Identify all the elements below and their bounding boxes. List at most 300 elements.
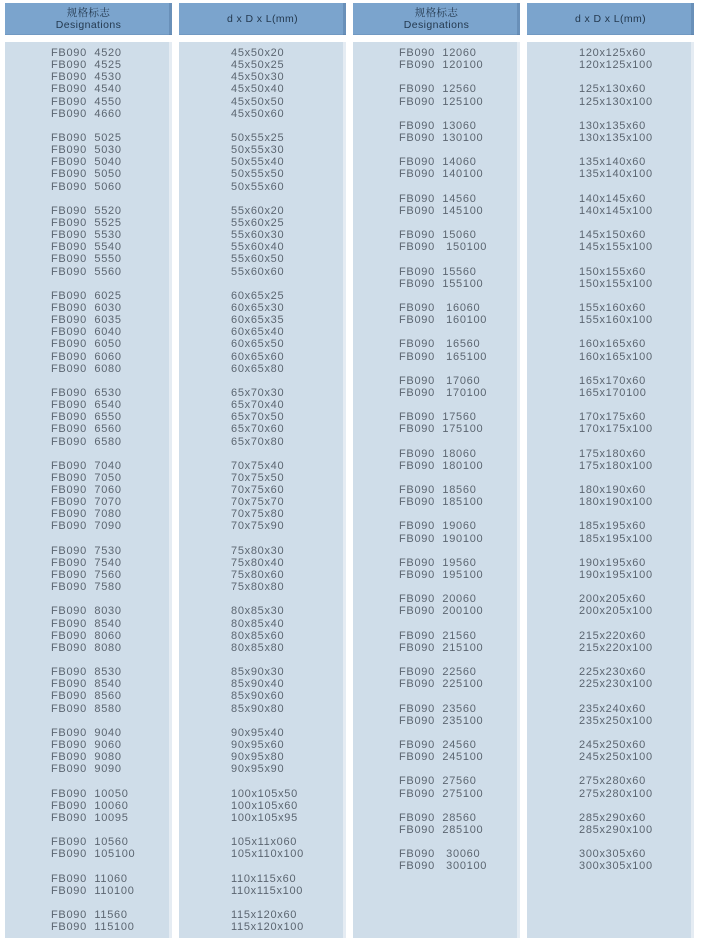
size-cell: 145x150x60 <box>579 229 646 242</box>
size-cell: 65x70x80 <box>231 435 285 448</box>
designations-body-left <box>5 42 172 938</box>
size-cell: 65x70x60 <box>231 423 285 436</box>
designation-cell: FB090 20060 <box>399 593 477 606</box>
designation-cell: FB090 14060 <box>399 156 477 169</box>
designation-cell: FB090 10060 <box>51 799 129 812</box>
designation-cell: FB090 8580 <box>51 702 122 715</box>
size-group <box>527 630 694 654</box>
designation-cell: FB090 9040 <box>51 726 122 739</box>
designation-cell: FB090 110100 <box>51 884 135 897</box>
size-cell: 190x195x100 <box>579 569 653 582</box>
designation-cell: FB090 6030 <box>51 301 122 314</box>
size-cell: 125x130x60 <box>579 83 646 96</box>
size-cell: 70x75x80 <box>231 508 285 521</box>
size-group <box>179 545 346 594</box>
size-cell: 55x60x60 <box>231 265 285 278</box>
designation-cell: FB090 8080 <box>51 641 122 654</box>
designation-cell: FB090 12060 <box>399 47 477 59</box>
size-group <box>527 739 694 763</box>
designations-header-zh: 规格标志 <box>66 7 111 19</box>
designation-cell: FB090 12560 <box>399 83 477 96</box>
size-cell: 140x145x60 <box>579 192 646 205</box>
designation-group <box>353 375 520 399</box>
sizes-column-right <box>527 3 694 938</box>
designation-cell: FB090 155100 <box>399 277 484 290</box>
size-cell: 200x205x60 <box>579 593 646 606</box>
designations-column-right <box>353 3 520 938</box>
size-cell: 80x85x80 <box>231 641 285 654</box>
size-group <box>179 909 346 933</box>
size-cell: 65x70x30 <box>231 386 285 399</box>
size-cell: 120x125x100 <box>579 59 653 72</box>
designation-cell: FB090 5025 <box>51 131 122 144</box>
designation-cell: FB090 5560 <box>51 265 122 278</box>
designation-cell: FB090 6050 <box>51 338 122 351</box>
designation-cell: FB090 15560 <box>399 265 477 278</box>
designation-cell: FB090 7080 <box>51 508 122 521</box>
designations-header-zh: 规格标志 <box>414 7 459 19</box>
size-cell: 45x50x30 <box>231 71 285 84</box>
designation-cell: FB090 7060 <box>51 484 122 497</box>
designation-group <box>353 593 520 617</box>
size-cell: 180x190x100 <box>579 496 653 509</box>
size-cell: 185x195x60 <box>579 520 646 533</box>
designation-group <box>5 387 172 448</box>
size-cell: 80x85x40 <box>231 617 285 630</box>
designation-cell: FB090 11560 <box>51 908 128 921</box>
size-cell: 80x85x30 <box>231 605 285 618</box>
designation-cell: FB090 200100 <box>399 605 484 618</box>
designation-cell: FB090 8560 <box>51 690 122 703</box>
size-cell: 85x90x30 <box>231 666 285 679</box>
size-cell: 85x90x80 <box>231 702 285 715</box>
designation-group <box>353 266 520 290</box>
designation-cell: FB090 175100 <box>399 423 484 436</box>
size-cell: 75x80x30 <box>231 544 285 557</box>
designation-cell: FB090 16560 <box>399 338 481 351</box>
size-cell: 60x65x35 <box>231 314 285 327</box>
size-cell: 150x155x100 <box>579 277 653 290</box>
size-cell: 45x50x40 <box>231 83 285 96</box>
sizes-header-right <box>527 3 694 35</box>
size-cell: 165x170100 <box>579 386 647 399</box>
size-cell: 225x230x60 <box>579 666 646 679</box>
size-group <box>179 605 346 654</box>
designation-cell: FB090 8540 <box>51 678 122 691</box>
designation-cell: FB090 4550 <box>51 95 122 108</box>
size-group <box>179 727 346 776</box>
designation-cell: FB090 5060 <box>51 180 122 193</box>
designation-cell: FB090 150100 <box>399 241 488 254</box>
designation-cell: FB090 4540 <box>51 83 122 96</box>
designation-cell: FB090 18560 <box>399 484 477 497</box>
size-cell: 170x175x100 <box>579 423 653 436</box>
size-cell: 300x305x60 <box>579 848 646 861</box>
size-cell: 65x70x50 <box>231 411 285 424</box>
size-cell: 100x105x60 <box>231 799 298 812</box>
sizes-header-left <box>179 3 346 35</box>
size-cell: 45x50x60 <box>231 107 285 120</box>
size-group <box>179 460 346 533</box>
designation-cell: FB090 9080 <box>51 751 122 764</box>
size-cell: 50x55x25 <box>231 131 285 144</box>
designations-header-right <box>353 3 520 35</box>
designation-cell: FB090 4660 <box>51 107 122 120</box>
size-cell: 160x165x100 <box>579 350 653 363</box>
designation-cell: FB090 15060 <box>399 229 477 242</box>
size-cell: 70x75x90 <box>231 520 285 533</box>
designation-cell: FB090 6580 <box>51 435 122 448</box>
size-cell: 80x85x60 <box>231 629 285 642</box>
size-cell: 155x160x60 <box>579 301 646 314</box>
designation-cell: FB090 19060 <box>399 520 477 533</box>
size-cell: 135x140x60 <box>579 156 646 169</box>
size-cell: 60x65x30 <box>231 301 285 314</box>
size-group <box>527 338 694 362</box>
designation-cell: FB090 6540 <box>51 399 122 412</box>
designation-cell: FB090 11060 <box>51 872 128 885</box>
designation-cell: FB090 7040 <box>51 459 122 472</box>
size-cell: 55x60x50 <box>231 253 285 266</box>
designation-group <box>5 132 172 193</box>
designation-cell: FB090 105100 <box>51 848 136 861</box>
size-cell: 50x55x60 <box>231 180 285 193</box>
designation-cell: FB090 7530 <box>51 544 122 557</box>
size-group <box>527 448 694 472</box>
designation-cell: FB090 24560 <box>399 739 477 752</box>
size-cell: 245x250x100 <box>579 751 653 764</box>
designation-group <box>353 83 520 107</box>
size-cell: 145x155x100 <box>579 241 653 254</box>
size-cell: 60x65x25 <box>231 289 285 302</box>
size-cell: 90x95x40 <box>231 726 285 739</box>
designation-cell: FB090 160100 <box>399 314 488 327</box>
designation-group <box>5 47 172 120</box>
size-cell: 45x50x50 <box>231 95 285 108</box>
designation-group <box>353 775 520 799</box>
designation-cell: FB090 17060 <box>399 374 481 387</box>
designation-cell: FB090 13060 <box>399 119 477 132</box>
designation-group <box>353 47 520 71</box>
size-cell: 185x195x100 <box>579 532 653 545</box>
size-cell: 60x65x80 <box>231 362 285 375</box>
size-group <box>179 205 346 278</box>
designation-cell: FB090 9090 <box>51 763 122 776</box>
size-group <box>527 593 694 617</box>
size-cell: 75x80x80 <box>231 581 285 594</box>
size-cell: 130x135x60 <box>579 119 646 132</box>
size-cell: 70x75x70 <box>231 496 285 509</box>
size-cell: 160x165x60 <box>579 338 646 351</box>
designation-cell: FB090 10560 <box>51 836 129 849</box>
size-cell: 235x240x60 <box>579 702 646 715</box>
designation-group <box>5 605 172 654</box>
size-group <box>527 229 694 253</box>
size-cell: 45x50x20 <box>231 47 285 59</box>
size-cell: 300x305x100 <box>579 860 653 873</box>
designation-cell: FB090 14560 <box>399 192 477 205</box>
size-cell: 155x160x100 <box>579 314 653 327</box>
designation-cell: FB090 195100 <box>399 569 484 582</box>
size-cell: 90x95x60 <box>231 739 285 752</box>
designation-cell: FB090 190100 <box>399 532 484 545</box>
sizes-body-left <box>179 42 346 938</box>
designation-cell: FB090 235100 <box>399 714 484 727</box>
designation-cell: FB090 115100 <box>51 921 135 934</box>
designation-cell: FB090 4530 <box>51 71 122 84</box>
size-cell: 120x125x60 <box>579 47 646 59</box>
designation-cell: FB090 17560 <box>399 411 477 424</box>
size-group <box>527 193 694 217</box>
designation-group <box>353 520 520 544</box>
designation-cell: FB090 30060 <box>399 848 481 861</box>
designation-cell: FB090 7050 <box>51 471 122 484</box>
size-cell: 90x95x80 <box>231 751 285 764</box>
size-group <box>527 666 694 690</box>
size-cell: 215x220x60 <box>579 629 646 642</box>
designation-cell: FB090 4520 <box>51 47 122 59</box>
size-group <box>179 873 346 897</box>
size-cell: 175x180x100 <box>579 459 653 472</box>
designation-group <box>353 338 520 362</box>
size-cell: 75x80x60 <box>231 569 285 582</box>
designation-cell: FB090 300100 <box>399 860 488 873</box>
designation-cell: FB090 245100 <box>399 751 484 764</box>
designation-cell: FB090 5540 <box>51 241 122 254</box>
size-group <box>527 411 694 435</box>
designation-cell: FB090 8540 <box>51 617 122 630</box>
designation-cell: FB090 10050 <box>51 787 129 800</box>
size-cell: 125x130x100 <box>579 95 653 108</box>
designation-cell: FB090 125100 <box>399 95 484 108</box>
size-group <box>527 156 694 180</box>
size-cell: 70x75x40 <box>231 459 285 472</box>
designation-cell: FB090 215100 <box>399 641 484 654</box>
designation-cell: FB090 21560 <box>399 629 477 642</box>
size-cell: 105x110x100 <box>231 848 304 861</box>
size-cell: 75x80x40 <box>231 556 285 569</box>
designation-cell: FB090 6550 <box>51 411 122 424</box>
size-cell: 50x55x40 <box>231 156 285 169</box>
designation-cell: FB090 165100 <box>399 350 488 363</box>
designation-cell: FB090 5040 <box>51 156 122 169</box>
size-cell: 140x145x100 <box>579 204 653 217</box>
size-cell: 55x60x30 <box>231 229 285 242</box>
designations-header-left <box>5 3 172 35</box>
designation-cell: FB090 7560 <box>51 569 122 582</box>
designation-cell: FB090 6080 <box>51 362 122 375</box>
designation-cell: FB090 4525 <box>51 59 122 72</box>
designation-group <box>353 703 520 727</box>
designation-group <box>5 460 172 533</box>
designation-cell: FB090 275100 <box>399 787 484 800</box>
size-cell: 90x95x90 <box>231 763 285 776</box>
size-cell: 170x175x60 <box>579 411 646 424</box>
size-cell: 180x190x60 <box>579 484 646 497</box>
designation-group <box>353 848 520 872</box>
size-cell: 100x105x50 <box>231 787 298 800</box>
size-cell: 285x290x100 <box>579 824 653 836</box>
designation-cell: FB090 7070 <box>51 496 122 509</box>
designation-cell: FB090 6530 <box>51 386 122 399</box>
size-cell: 110x115x60 <box>231 872 297 885</box>
designation-group <box>5 205 172 278</box>
size-group <box>527 812 694 836</box>
size-group <box>527 703 694 727</box>
size-cell: 245x250x60 <box>579 739 646 752</box>
size-cell: 60x65x50 <box>231 338 285 351</box>
size-group <box>179 666 346 715</box>
size-cell: 275x280x100 <box>579 787 653 800</box>
sizes-header-label: d x D x L(mm) <box>574 13 647 25</box>
designation-cell: FB090 18060 <box>399 447 477 460</box>
size-group <box>179 387 346 448</box>
size-cell: 60x65x40 <box>231 326 285 339</box>
size-cell: 200x205x100 <box>579 605 653 618</box>
designation-cell: FB090 285100 <box>399 824 484 836</box>
size-group <box>179 290 346 375</box>
designation-group <box>5 727 172 776</box>
size-cell: 190x195x60 <box>579 556 646 569</box>
size-cell: 105x11x060 <box>231 836 298 849</box>
size-cell: 225x230x100 <box>579 678 653 691</box>
designation-cell: FB090 5050 <box>51 168 122 181</box>
designation-cell: FB090 10095 <box>51 811 129 824</box>
designation-cell: FB090 8030 <box>51 605 122 618</box>
designation-cell: FB090 6040 <box>51 326 122 339</box>
size-cell: 235x250x100 <box>579 714 653 727</box>
designation-group <box>353 120 520 144</box>
designation-cell: FB090 225100 <box>399 678 484 691</box>
designation-cell: FB090 7090 <box>51 520 122 533</box>
designation-group <box>353 302 520 326</box>
size-group <box>527 120 694 144</box>
designations-header-en: Designations <box>403 19 470 31</box>
designation-group <box>5 788 172 824</box>
designation-cell: FB090 23560 <box>399 702 477 715</box>
size-group <box>527 848 694 872</box>
designation-group <box>353 411 520 435</box>
designation-group <box>5 666 172 715</box>
designation-cell: FB090 9060 <box>51 739 122 752</box>
designation-group <box>5 545 172 594</box>
designation-cell: FB090 185100 <box>399 496 484 509</box>
size-group <box>527 375 694 399</box>
size-cell: 115x120x100 <box>231 921 304 934</box>
size-group <box>179 788 346 824</box>
size-cell: 275x280x60 <box>579 775 646 788</box>
size-cell: 130x135x100 <box>579 131 653 144</box>
size-cell: 165x170x60 <box>579 374 646 387</box>
size-group <box>179 132 346 193</box>
designation-group <box>353 448 520 472</box>
size-cell: 85x90x40 <box>231 678 285 691</box>
size-cell: 50x55x30 <box>231 144 285 157</box>
designation-cell: FB090 19560 <box>399 556 477 569</box>
size-cell: 115x120x60 <box>231 908 298 921</box>
designation-cell: FB090 130100 <box>399 131 484 144</box>
designation-cell: FB090 5030 <box>51 144 122 157</box>
designation-cell: FB090 6035 <box>51 314 122 327</box>
size-group <box>527 520 694 544</box>
size-cell: 135x140x100 <box>579 168 653 181</box>
size-cell: 55x60x25 <box>231 216 285 229</box>
designation-group <box>5 909 172 933</box>
size-cell: 60x65x60 <box>231 350 285 363</box>
designations-header-en: Designations <box>55 19 122 31</box>
size-cell: 45x50x25 <box>231 59 285 72</box>
sizes-header-label: d x D x L(mm) <box>226 13 299 25</box>
size-cell: 70x75x60 <box>231 484 285 497</box>
designation-cell: FB090 27560 <box>399 775 477 788</box>
designation-cell: FB090 180100 <box>399 459 484 472</box>
designation-group <box>353 739 520 763</box>
size-group <box>527 83 694 107</box>
size-cell: 55x60x20 <box>231 204 285 217</box>
designation-group <box>5 290 172 375</box>
designations-column-left <box>5 3 172 938</box>
sizes-body-right <box>527 42 694 938</box>
designation-cell: FB090 6025 <box>51 289 122 302</box>
size-group <box>527 557 694 581</box>
designation-group <box>353 193 520 217</box>
designation-cell: FB090 8060 <box>51 629 122 642</box>
size-cell: 175x180x60 <box>579 447 646 460</box>
designation-cell: FB090 5550 <box>51 253 122 266</box>
size-cell: 65x70x40 <box>231 399 285 412</box>
designation-cell: FB090 7580 <box>51 581 122 594</box>
designation-cell: FB090 5520 <box>51 204 122 217</box>
designation-group <box>353 156 520 180</box>
designation-group <box>353 229 520 253</box>
designation-group <box>353 812 520 836</box>
designation-cell: FB090 8530 <box>51 666 122 679</box>
designations-body-right <box>353 42 520 938</box>
designation-cell: FB090 5525 <box>51 216 122 229</box>
size-group <box>527 775 694 799</box>
designation-group <box>353 630 520 654</box>
size-cell: 50x55x50 <box>231 168 285 181</box>
size-group <box>527 484 694 508</box>
size-cell: 55x60x40 <box>231 241 285 254</box>
designation-cell: FB090 22560 <box>399 666 477 679</box>
designation-cell: FB090 5530 <box>51 229 122 242</box>
size-cell: 85x90x60 <box>231 690 285 703</box>
designation-group <box>353 484 520 508</box>
size-cell: 285x290x60 <box>579 811 646 824</box>
designation-group <box>5 836 172 860</box>
designation-cell: FB090 120100 <box>399 59 484 72</box>
designation-cell: FB090 16060 <box>399 301 481 314</box>
designation-group <box>5 873 172 897</box>
designation-cell: FB090 7540 <box>51 556 122 569</box>
designation-cell: FB090 170100 <box>399 386 488 399</box>
designation-cell: FB090 140100 <box>399 168 484 181</box>
size-group <box>179 836 346 860</box>
size-group <box>179 47 346 120</box>
size-cell: 100x105x95 <box>231 811 298 824</box>
designation-group <box>353 666 520 690</box>
designation-cell: FB090 28560 <box>399 811 477 824</box>
size-group <box>527 47 694 71</box>
size-cell: 215x220x100 <box>579 641 653 654</box>
size-cell: 110x115x100 <box>231 884 304 897</box>
size-group <box>527 302 694 326</box>
designation-group <box>353 557 520 581</box>
designation-cell: FB090 6060 <box>51 350 122 363</box>
sizes-column-left <box>179 3 346 938</box>
designation-cell: FB090 145100 <box>399 204 484 217</box>
